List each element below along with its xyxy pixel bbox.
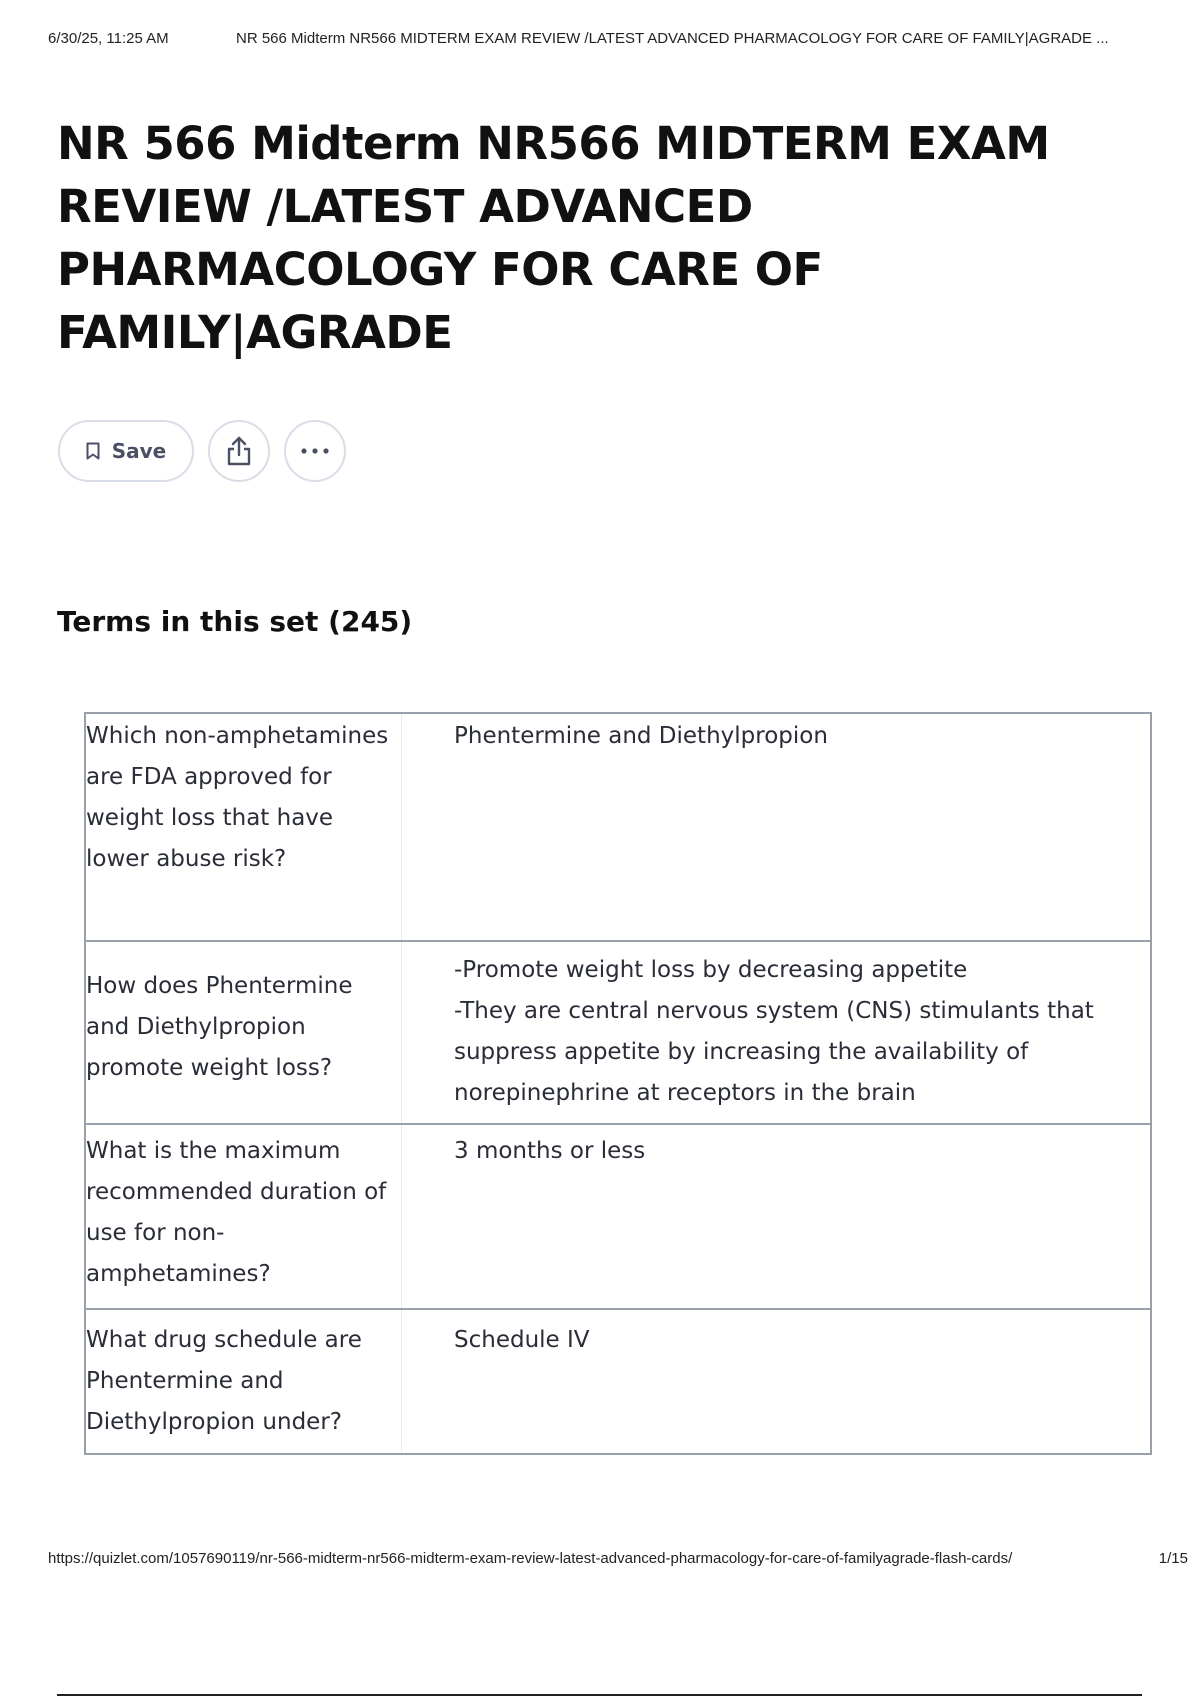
definition-text: Phentermine and Diethylpropion xyxy=(454,723,828,749)
terms-table xyxy=(84,712,1152,1455)
save-button[interactable] xyxy=(58,420,194,482)
share-button[interactable] xyxy=(208,420,270,482)
term-text: How does Phentermine and Diethylpropion promote weight loss? xyxy=(86,942,402,1123)
print-doc-title: NR 566 Midterm NR566 MIDTERM EXAM REVIEW /LATEST ADVANCED PHARMACOLOGY FOR CARE OF FAMILY|AGRADE ... xyxy=(236,30,1109,47)
definition-text: -Promote weight loss by decreasing appetite -They are central nervous system (CNS) stimulants that suppress appetite by increasing the availability of norepinephrine at receptors in the brain xyxy=(454,957,1094,1106)
term-text: Which non-amphetamines are FDA approved for weight loss that have lower abuse risk? xyxy=(86,714,402,940)
table-row xyxy=(86,1310,1150,1453)
term-text: What is the maximum recommended duration of use for non-amphetamines? xyxy=(86,1125,402,1308)
table-row xyxy=(86,942,1150,1125)
action-bar xyxy=(58,420,346,482)
definition-text: Schedule IV xyxy=(454,1327,590,1353)
print-url: https://quizlet.com/1057690119/nr-566-midterm-nr566-midterm-exam-review-latest-advanced-pharmacology-for-care-of-familyagrade-flash-cards/ xyxy=(48,1550,1013,1567)
page-title: NR 566 Midterm NR566 MIDTERM EXAM REVIEW /LATEST ADVANCED PHARMACOLOGY FOR CARE OF FAMILY|AGRADE xyxy=(57,117,1050,359)
print-footer xyxy=(48,1550,1188,1570)
divider xyxy=(57,1694,1142,1696)
more-horizontal-icon xyxy=(300,447,330,455)
bookmark-icon xyxy=(86,442,100,460)
share-icon xyxy=(225,435,253,467)
more-options-button[interactable] xyxy=(284,420,346,482)
definition-text: 3 months or less xyxy=(454,1138,646,1164)
print-datetime: 6/30/25, 11:25 AM xyxy=(48,30,169,47)
table-row xyxy=(86,1125,1150,1310)
page-number: 1/15 xyxy=(1158,1550,1188,1567)
term-text: What drug schedule are Phentermine and Diethylpropion under? xyxy=(86,1310,402,1453)
save-button-label: Save xyxy=(111,439,167,463)
table-row xyxy=(86,714,1150,942)
print-header xyxy=(48,30,1180,50)
terms-count-heading: Terms in this set (245) xyxy=(57,605,413,638)
